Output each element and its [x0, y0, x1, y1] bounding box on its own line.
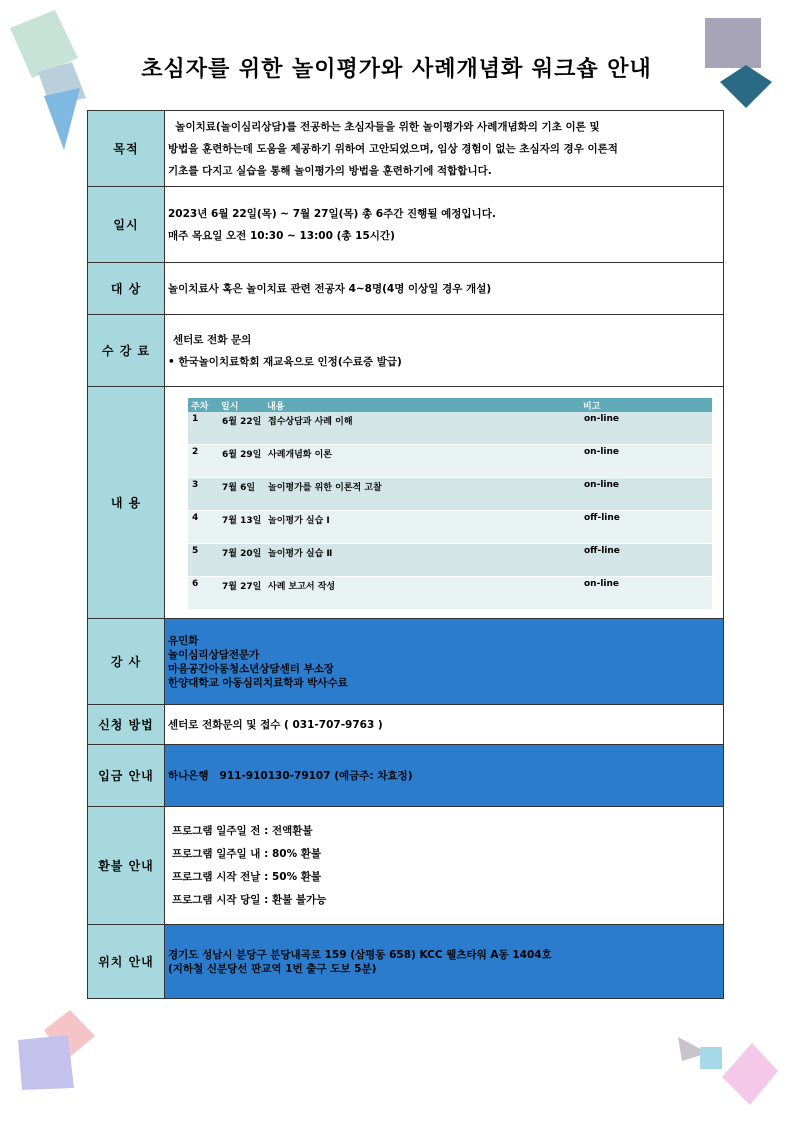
schedule-note: on-line	[580, 577, 712, 610]
schedule-topic: 사례개념화 이론	[264, 445, 580, 478]
refund-line: 프로그램 일주일 전 : 전액환불	[172, 824, 313, 837]
fee-line: 센터로 전화 문의	[173, 333, 252, 346]
instructor-line: 유민화	[168, 634, 199, 647]
refund-line: 프로그램 시작 전날 : 50% 환불	[172, 870, 322, 883]
schedule-date: 7월 13일	[218, 511, 264, 544]
schedule-row	[188, 511, 712, 544]
apply-text: 센터로 전화문의 및 접수 ( 031-707-9763 )	[165, 705, 724, 745]
fee-line: • 한국놀이치료학회 재교육으로 인정(수료증 발급)	[168, 355, 402, 368]
decoration-bottom-right	[670, 1025, 793, 1121]
decoration-bottom-left	[0, 1000, 110, 1100]
schedule-topic: 사례 보고서 작성	[264, 577, 580, 610]
instructor-text	[165, 619, 724, 705]
refund-text	[165, 807, 724, 925]
refund-line: 프로그램 일주일 내 : 80% 환불	[172, 847, 322, 860]
schedule-week: 4	[188, 511, 218, 544]
schedule-note: off-line	[580, 511, 712, 544]
location-text	[165, 925, 724, 999]
target-row	[88, 263, 724, 315]
schedule-header-note: 비고	[580, 398, 712, 412]
schedule-header-week: 주차	[188, 398, 218, 412]
deposit-label: 입금 안내	[88, 745, 165, 807]
schedule-date: 6월 29일	[218, 445, 264, 478]
schedule-topic: 놀이평가 실습 Ⅰ	[264, 511, 580, 544]
schedule-row	[188, 412, 712, 445]
instructor-row	[88, 619, 724, 705]
location-line: (지하철 신분당선 판교역 1번 출구 도보 5분)	[168, 962, 377, 975]
schedule-row	[188, 544, 712, 577]
schedule-row	[188, 478, 712, 511]
schedule-note: on-line	[580, 445, 712, 478]
date-line: 2023년 6월 22일(목) ~ 7월 27일(목) 총 6주간 진행될 예정입니다.	[168, 207, 496, 220]
schedule-week: 2	[188, 445, 218, 478]
schedule-date: 7월 20일	[218, 544, 264, 577]
refund-label: 환불 안내	[88, 807, 165, 925]
schedule-week: 5	[188, 544, 218, 577]
schedule-week: 6	[188, 577, 218, 610]
date-line: 매주 목요일 오전 10:30 ~ 13:00 (총 15시간)	[168, 229, 395, 242]
instructor-label: 강 사	[88, 619, 165, 705]
fee-label: 수 강 료	[88, 315, 165, 387]
date-label: 일시	[88, 187, 165, 263]
purpose-text	[165, 111, 724, 187]
schedule-header-date: 일시	[218, 398, 264, 412]
workshop-info-table	[87, 110, 724, 999]
schedule-row	[188, 445, 712, 478]
target-text: 놀이치료사 혹은 놀이치료 관련 전공자 4~8명(4명 이상일 경우 개설)	[165, 263, 724, 315]
location-row	[88, 925, 724, 999]
fee-row	[88, 315, 724, 387]
content-cell	[165, 387, 724, 619]
schedule-row	[188, 577, 712, 610]
purpose-line: 기초를 다지고 실습을 통해 놀이평가의 방법을 훈련하기에 적합합니다.	[168, 164, 492, 177]
deposit-row	[88, 745, 724, 807]
content-row	[88, 387, 724, 619]
date-row	[88, 187, 724, 263]
schedule-note: on-line	[580, 478, 712, 511]
schedule-header-row	[188, 398, 712, 412]
schedule-week: 3	[188, 478, 218, 511]
purpose-line: 놀이치료(놀이심리상담)를 전공하는 초심자들을 위한 놀이평가와 사례개념화의 기초 이론 및	[168, 120, 600, 133]
target-label: 대 상	[88, 263, 165, 315]
purpose-line: 방법을 훈련하는데 도움을 제공하기 위하여 고안되었으며, 임상 경험이 없는 초심자의 경우 이론적	[168, 142, 618, 155]
schedule-date: 6월 22일	[218, 412, 264, 445]
location-label: 위치 안내	[88, 925, 165, 999]
instructor-line: 한양대학교 아동심리치료학과 박사수료	[168, 676, 348, 689]
schedule-topic: 놀이평가를 위한 이론적 고찰	[264, 478, 580, 511]
schedule-date: 7월 27일	[218, 577, 264, 610]
apply-label: 신청 방법	[88, 705, 165, 745]
schedule-week: 1	[188, 412, 218, 445]
schedule-topic: 놀이평가 실습 Ⅱ	[264, 544, 580, 577]
schedule-table	[188, 398, 712, 610]
deposit-text: 하나은행 911-910130-79107 (예금주: 차효정)	[165, 745, 724, 807]
purpose-row	[88, 111, 724, 187]
schedule-note: off-line	[580, 544, 712, 577]
purpose-label: 목적	[88, 111, 165, 187]
schedule-date: 7월 6일	[218, 478, 264, 511]
schedule-topic: 접수상담과 사례 이해	[264, 412, 580, 445]
apply-row	[88, 705, 724, 745]
fee-text	[165, 315, 724, 387]
location-line: 경기도 성남시 분당구 분당내곡로 159 (삼평동 658) KCC 웰츠타워 A동 1404호	[168, 948, 552, 961]
schedule-header-topic: 내용	[264, 398, 580, 412]
schedule-note: on-line	[580, 412, 712, 445]
content-label: 내 용	[88, 387, 165, 619]
instructor-line: 놀이심리상담전문가	[168, 648, 260, 661]
page-title: 초심자를 위한 놀이평가와 사례개념화 워크숍 안내	[141, 57, 652, 82]
refund-row	[88, 807, 724, 925]
refund-line: 프로그램 시작 당일 : 환불 불가능	[172, 893, 327, 906]
instructor-line: 마음공간아동청소년상담센터 부소장	[168, 662, 334, 675]
date-text	[165, 187, 724, 263]
